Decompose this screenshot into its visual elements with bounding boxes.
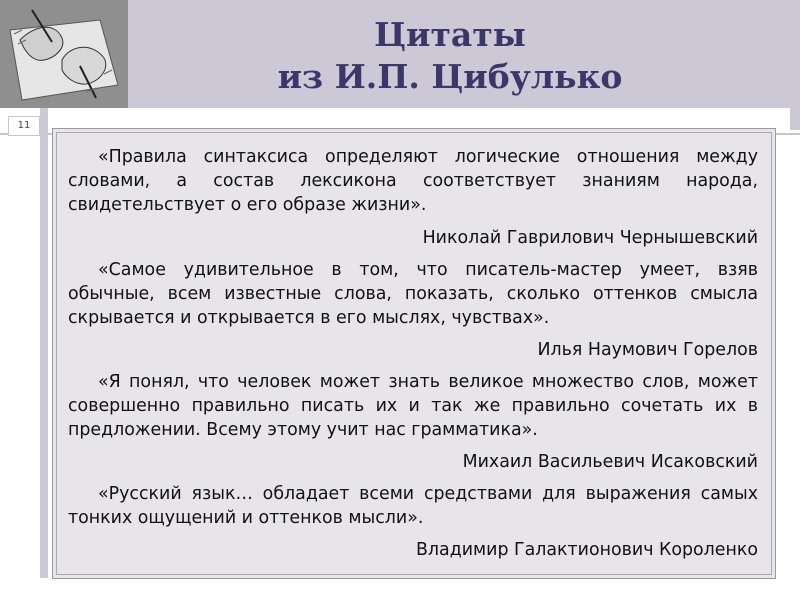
quote-3 — [68, 370, 758, 442]
quote-text: «Русский язык… обладает всеми средствами для выражения самых тонких ощущений и оттенков мысли». — [68, 484, 758, 528]
drawing-hands-picture — [0, 0, 128, 108]
quote-1-author-wrap — [68, 226, 758, 250]
quote-2-author-wrap — [68, 338, 758, 362]
slide-title-line2: из И.П. Цибулько — [277, 57, 623, 96]
quote-text: «Самое удивительное в том, что писатель-мастер умеет, взяв обычные, всем известные слова, показать, сколько оттенков смысла скрывается и открывается в его мыслях, чувствах». — [68, 260, 758, 328]
slide-number: 11 — [8, 116, 40, 136]
drawing-hands-image — [0, 0, 128, 108]
slide-title — [190, 14, 710, 98]
quote-author: Николай Гаврилович Чернышевский — [422, 228, 758, 248]
left-accent-bar — [40, 108, 48, 578]
quote-3-author-wrap — [68, 450, 758, 474]
quote-text: «Правила синтаксиса определяют логические отношения между словами, а состав лексикона соответствует знаниям народа, свидетельствует о его образе жизни». — [68, 147, 758, 215]
quote-2 — [68, 258, 758, 330]
right-accent-bar — [790, 108, 800, 130]
slide-title-line1: Цитаты — [374, 15, 526, 54]
quote-4-author-wrap — [68, 538, 758, 562]
quote-author: Владимир Галактионович Короленко — [416, 540, 758, 560]
quote-author: Михаил Васильевич Исаковский — [462, 452, 758, 472]
quote-author: Илья Наумович Горелов — [537, 340, 758, 360]
quote-1 — [68, 145, 758, 217]
quote-text: «Я понял, что человек может знать великое множество слов, может совершенно правильно писать их и так же правильно сочетать их в предложении. Всему этому учит нас грамматика». — [68, 372, 758, 440]
quote-4 — [68, 482, 758, 530]
